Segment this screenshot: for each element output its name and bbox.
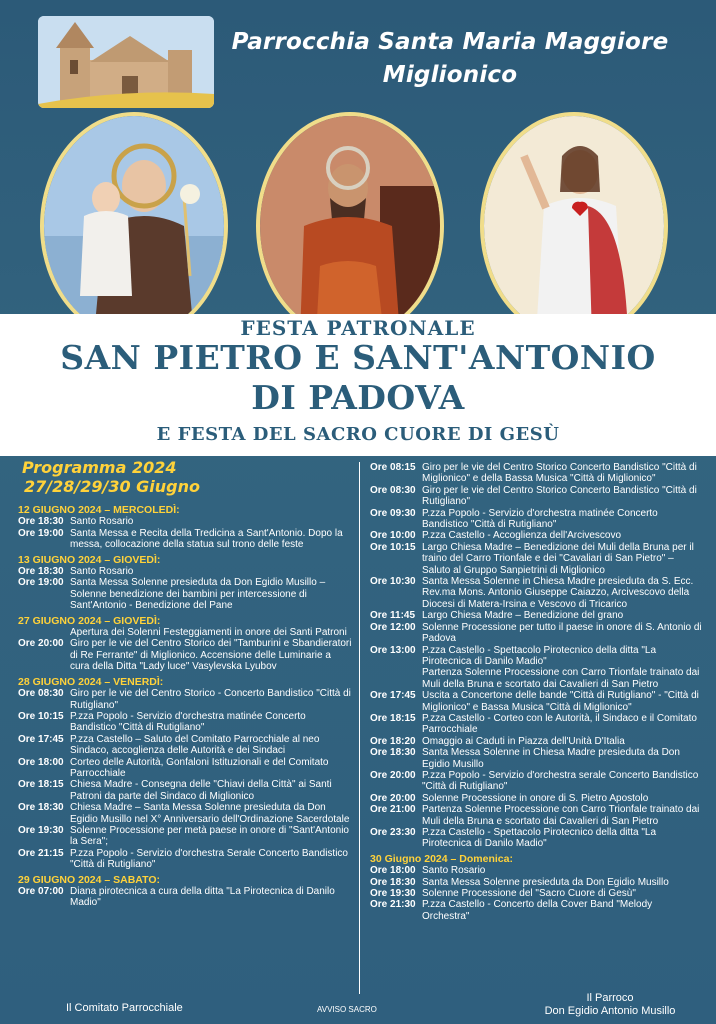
event-description: P.zza Popolo - Servizio d'orchestra Serale Concerto Bandistico "Città di Rutigliano" [70,847,348,871]
column-divider [359,462,360,994]
event-time: Ore 18:30 [370,876,416,888]
event-time: Ore 20:00 [18,638,64,650]
schedule-item [370,793,702,804]
schedule-item [18,825,352,848]
schedule-item [18,886,352,909]
event-time: Ore 19:30 [370,888,416,900]
event-description: Omaggio ai Caduti in Piazza dell'Unità D'Italia [422,735,625,747]
schedule-item [18,734,352,757]
schedule-item [370,622,702,645]
event-description: Giro per le vie del Centro Storico dei "Tamburini e Sbandieratori di Re Ferrante" di Miglionico. Accensione delle Luminarie a cura della Ditta "Lady luce" Vasylevska Lyubov [70,638,352,673]
event-description: Santa Messa Solenne presieduta da Don Egidio Musillo [422,876,669,888]
event-time: Ore 13:00 [370,644,416,656]
schedule-item [18,848,352,871]
event-time: Ore 20:00 [370,792,416,804]
schedule-item [18,577,352,611]
schedule-item [370,877,702,888]
schedule-item [370,508,702,531]
event-description: Santo Rosario [70,566,134,578]
event-time: Ore 21:00 [370,804,416,816]
event-description: Partenza Solenne Processione con Carro Trionfale trainato dai Muli della Bruna e scortato dai Cavalieri di San Pietro [422,804,700,827]
sacro-cuore-image [480,112,668,340]
event-time: Ore 18:30 [370,747,416,759]
event-description: Largo Chiesa Madre – Benedizione del grano [422,610,624,622]
sacro-cuore-subtitle: E FESTA DEL SACRO CUORE DI GESÙ [156,424,560,445]
event-description: Diana pirotecnica a cura della ditta "La Pirotecnica di Danilo Madio" [70,886,335,909]
schedule-item [370,690,702,713]
schedule-item [370,530,702,541]
saints-title [0,338,716,418]
schedule-item [370,645,702,668]
town-name: Miglionico [382,62,518,88]
event-time: Ore 18:15 [18,779,64,791]
event-time: Ore 19:00 [18,527,64,539]
schedule-item [370,899,702,922]
parish-title [180,26,716,92]
event-description: Uscita a Concertone delle bande "Città di Rutigliano" - "Città di Miglionico" e Bassa Musica "Città di Miglionico" [422,690,699,713]
schedule-item [370,610,702,621]
schedule-item [370,667,702,690]
schedule-item [370,865,702,876]
schedule-item [370,770,702,793]
schedule-item [370,736,702,747]
event-time: Ore 20:00 [370,769,416,781]
event-description: Chiesa Madre – Santa Messa Solenne presieduta da Don Egidio Musillo nel X° Anniversario dell'Ordinazione Sacerdotale [70,802,350,825]
day-heading: 27 GIUGNO 2024 – GIOVEDÌ: [18,614,161,627]
event-time: Ore 21:30 [370,899,416,911]
event-description: P.zza Castello - Spettacolo Pirotecnico della ditta "La Pirotecnica di Danilo Madio" [422,827,657,850]
schedule-left-column [18,501,352,909]
event-time: Ore 18:30 [18,516,64,528]
san-pietro-image [256,112,444,340]
schedule-item [370,804,702,827]
event-description: P.zza Popolo - Servizio d'orchestra matinée Concerto Bandistico "Città di Rutigliano" [70,710,306,734]
event-time: Ore 18:30 [18,566,64,578]
schedule-item [18,516,352,527]
schedule-item [370,747,702,770]
parish-name: Parrocchia Santa Maria Maggiore [231,29,669,55]
avviso-sacro: AVVISO SACRO [317,1005,377,1014]
event-time: Ore 19:00 [18,577,64,589]
event-description: P.zza Castello - Spettacolo Pirotecnico della ditta "La Pirotecnica di Danilo Madio" [422,644,657,667]
day-heading: 29 GIUGNO 2024 – SABATO: [18,873,160,886]
programma-year: Programma 2024 [22,458,177,477]
event-description: Solenne Processione in onore di S. Pietro Apostolo [422,792,649,804]
event-time: Ore 17:45 [18,733,64,745]
comitato-signature: Il Comitato Parrocchiale [66,1002,183,1014]
schedule-item [18,638,352,672]
event-description: P.zza Castello – Saluto del Comitato Parrocchiale al neo Sindaco, accoglienza delle Autorità e dei Sindaci [70,733,320,757]
event-time: Ore 23:30 [370,827,416,838]
event-time: Ore 19:30 [18,824,64,836]
event-description: Solenne Processione per tutto il paese in onore di S. Antonio di Padova [422,621,702,645]
schedule-item [18,566,352,577]
event-time: Ore 08:30 [18,688,64,700]
day-heading: 13 GIUGNO 2024 – GIOVEDÌ: [18,553,161,566]
event-time: Ore 18:15 [370,712,416,724]
event-time: Ore 11:45 [370,610,416,622]
parroco-signature [510,992,710,1018]
schedule-item [370,542,702,576]
event-description: Giro per le vie del Centro Storico - Concerto Bandistico "Città di Rutigliano" [70,688,351,711]
programma-dates: 27/28/29/30 Giugno [24,477,201,496]
event-time: Ore 10:15 [18,710,64,722]
event-time: Ore 10:15 [370,541,416,553]
event-description: Santo Rosario [422,865,486,877]
event-time: Ore 10:00 [370,530,416,542]
day-heading: 28 GIUGNO 2024 – VENERDÌ: [18,675,164,688]
event-description: Largo Chiesa Madre – Benedizione dei Muli della Bruna per il traino del Carro Trionfale e dei "Cavaliari di San Pietro" – Saluto al Gruppo Sanpietrini di Miglionico [422,541,694,576]
schedule-item [370,462,702,485]
parroco-title: Il Parroco [586,992,634,1004]
event-time: Ore 12:00 [370,621,416,633]
saints-line1: SAN PIETRO E SANT'ANTONIO [60,338,656,377]
saints-line2: DI PADOVA [251,378,465,417]
schedule-item [370,485,702,508]
schedule-item [18,802,352,825]
event-time: Ore 18:30 [18,802,64,814]
event-time: Ore 08:30 [370,484,416,496]
schedule-item [370,827,702,850]
event-time: Ore 18:00 [370,865,416,877]
event-time: Ore 08:15 [370,462,416,473]
sant-antonio-image [40,112,228,340]
schedule-item [18,528,352,551]
event-description: Solenne Processione del "Sacro Cuore di Gesù" [422,888,636,900]
event-time: Ore 09:30 [370,507,416,519]
event-description: Apertura dei Solenni Festeggiamenti in onore dei Santi Patroni [70,627,347,639]
event-description: Santa Messa e Recita della Tredicina a Sant'Antonio. Dopo la messa, collocazione della statua sul trono delle feste [70,527,343,551]
event-description: Giro per le vie del Centro Storico Concerto Bandistico "Città di Rutigliano" [422,484,697,508]
event-description: P.zza Castello - Corteo con le Autorità, il Sindaco e il Comitato Parrocchiale [422,712,697,736]
schedule-item [18,627,352,638]
event-time: Ore 10:30 [370,576,416,588]
event-description: Santa Messa Solenne in Chiesa Madre presieduta da S. Ecc. Rev.ma Mons. Antonio Giuseppe Caiazzo, Arcivescovo della Diocesi di Matera-Irsina e Vescovo di Tricarico [422,576,694,610]
day-heading: 30 Giugno 2024 – Domenica: [370,852,513,865]
event-description: Santo Rosario [70,516,134,528]
festa-title: FESTA PATRONALE [240,316,476,340]
event-time: Ore 07:00 [18,886,64,897]
event-description: P.zza Popolo - Servizio d'orchestra matinée Concerto Bandistico "Città di Rutigliano" [422,507,658,531]
schedule-item [370,888,702,899]
parroco-name: Don Egidio Antonio Musillo [544,1005,676,1017]
programma-heading [22,458,200,496]
schedule-item [18,688,352,711]
event-time: Ore 21:15 [18,847,64,859]
event-description: Santa Messa Solenne presieduta da Don Egidio Musillo – Solenne benedizione dei bambini per intercessione di Sant'Antonio - Benedizione del Pane [70,577,326,612]
schedule-item [18,779,352,802]
day-heading: 12 GIUGNO 2024 – MERCOLEDÌ: [18,504,180,516]
event-description: Solenne Processione per metà paese in onore di "Sant'Antonio la Sera"; [70,824,349,848]
event-time: Ore 18:00 [18,756,64,768]
event-description: P.zza Popolo - Servizio d'orchestra serale Concerto Bandistico "Città di Rutigliano" [422,769,699,793]
event-description: Chiesa Madre - Consegna delle "Chiavi della Città" ai Santi Patroni da parte del Sindaco di Miglionico [70,779,332,802]
event-description: Corteo delle Autorità, Gonfaloni Istituzionali e del Comitato Parrocchiale [70,756,329,779]
event-time: Ore 17:45 [370,690,416,702]
event-time: Ore 18:20 [370,735,416,747]
event-description: Giro per le vie del Centro Storico Concerto Bandistico "Città di Miglionico" e della Bassa Musica "Città di Miglionico" [422,462,697,485]
schedule-item [18,711,352,734]
event-description: Partenza Solenne Processione con Carro Trionfale trainato dai Muli della Bruna e scortato dai Cavalieri di San Pietro [422,667,700,690]
schedule-right-column [370,462,702,922]
schedule-item [370,713,702,736]
event-description: Santa Messa Solenne in Chiesa Madre presieduta da Don Egidio Musillo [422,747,680,770]
saint-images [0,112,716,322]
schedule-item [370,576,702,610]
event-description: P.zza Castello - Concerto della Cover Band "Melody Orchestra" [422,899,653,922]
event-description: P.zza Castello - Accoglienza dell'Arcivescovo [422,530,622,542]
schedule-item [18,757,352,780]
